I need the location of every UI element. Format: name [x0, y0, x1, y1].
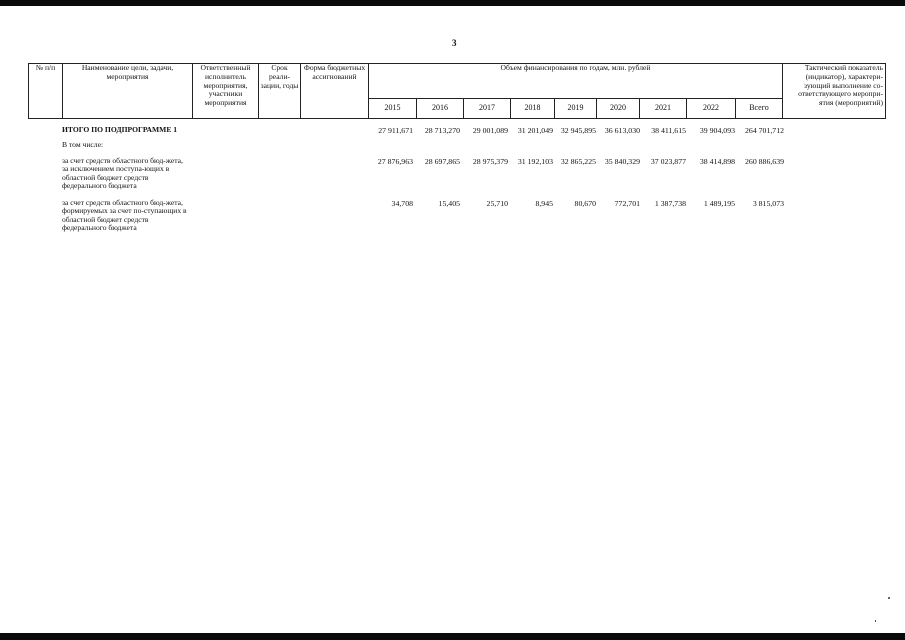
row-regional-2019: 32 865,225 [560, 157, 596, 166]
header-form: Форма бюджетных ассигнований [301, 64, 369, 119]
row-regional-2022: 38 414,898 [699, 157, 735, 166]
header-year-2018: 2018 [511, 99, 555, 119]
row-total-2018: 31 201,049 [517, 126, 553, 135]
row-federal-2016: 15,405 [438, 199, 460, 208]
row-total-values [368, 126, 788, 136]
row-total-2021: 38 411,615 [651, 126, 686, 135]
scan-bottom-edge [0, 633, 905, 640]
header-year-2016: 2016 [417, 99, 464, 119]
row-federal-2020: 772,701 [614, 199, 640, 208]
row-regional-all: 260 886,639 [745, 157, 784, 166]
scan-speck [888, 597, 890, 599]
row-regional-values [368, 157, 788, 167]
row-federal-2018: 8,945 [535, 199, 553, 208]
row-regional-label: за счет средств областного бюд-жета, за исключением поступа-ющих в областной бюджет средств федерального бюджета [62, 156, 183, 191]
row-regional-2016: 28 697,865 [424, 157, 460, 166]
row-federal-values [368, 199, 788, 209]
row-total-2019: 32 945,895 [560, 126, 596, 135]
row-federal-2022: 1 489,195 [703, 199, 735, 208]
header-year-2021: 2021 [640, 99, 687, 119]
row-regional-2021: 37 023,877 [650, 157, 686, 166]
header-total: Всего [736, 99, 783, 119]
row-total-2016: 28 713,270 [424, 126, 460, 135]
header-year-2019: 2019 [555, 99, 597, 119]
header-period: Срок реали-зации, годы [259, 64, 301, 119]
row-federal-2017: 25,710 [486, 199, 508, 208]
row-including-label: В том числе: [62, 140, 104, 149]
header-name: Наименование цели, задачи, мероприятия [63, 64, 193, 119]
header-funding: Объем финансирования по годам, млн. рублей [369, 64, 783, 99]
row-regional-2018: 31 192,103 [517, 157, 553, 166]
row-federal-all: 3 815,073 [752, 199, 784, 208]
row-federal-2021: 1 387,738 [654, 199, 686, 208]
header-year-2015: 2015 [369, 99, 417, 119]
row-federal-2015: 34,708 [391, 199, 413, 208]
row-total-2017: 29 001,089 [472, 126, 508, 135]
scan-speck [875, 620, 876, 622]
header-year-2020: 2020 [597, 99, 640, 119]
table-header [28, 63, 886, 119]
header-num: № п/п [29, 64, 63, 119]
header-year-2017: 2017 [464, 99, 511, 119]
header-executor: Ответственный исполнитель мероприятия, участники мероприятия [193, 64, 259, 119]
row-total-all: 264 701,712 [745, 126, 784, 135]
row-federal-label: за счет средств областного бюд-жета, формируемых за счет по-ступающих в областной бюджет средств федерального бюджета [62, 198, 187, 233]
row-total-label: ИТОГО ПО ПОДПРОГРАММЕ 1 [62, 125, 178, 134]
row-regional-2015: 27 876,963 [377, 157, 413, 166]
row-regional-2020: 35 840,329 [604, 157, 640, 166]
row-total-2022: 39 904,093 [699, 126, 735, 135]
row-federal-2019: 80,670 [574, 199, 596, 208]
row-total-2015: 27 911,671 [378, 126, 413, 135]
header-indicator: Тактический показатель (индикатор), характери-зующий выполнение со-ответствующего меропри-ятия (мероприятий) [783, 64, 886, 119]
header-year-2022: 2022 [687, 99, 736, 119]
page-number: 3 [452, 38, 457, 48]
row-regional-2017: 28 975,379 [472, 157, 508, 166]
row-total-2020: 36 613,030 [604, 126, 640, 135]
scan-top-edge [0, 0, 905, 6]
